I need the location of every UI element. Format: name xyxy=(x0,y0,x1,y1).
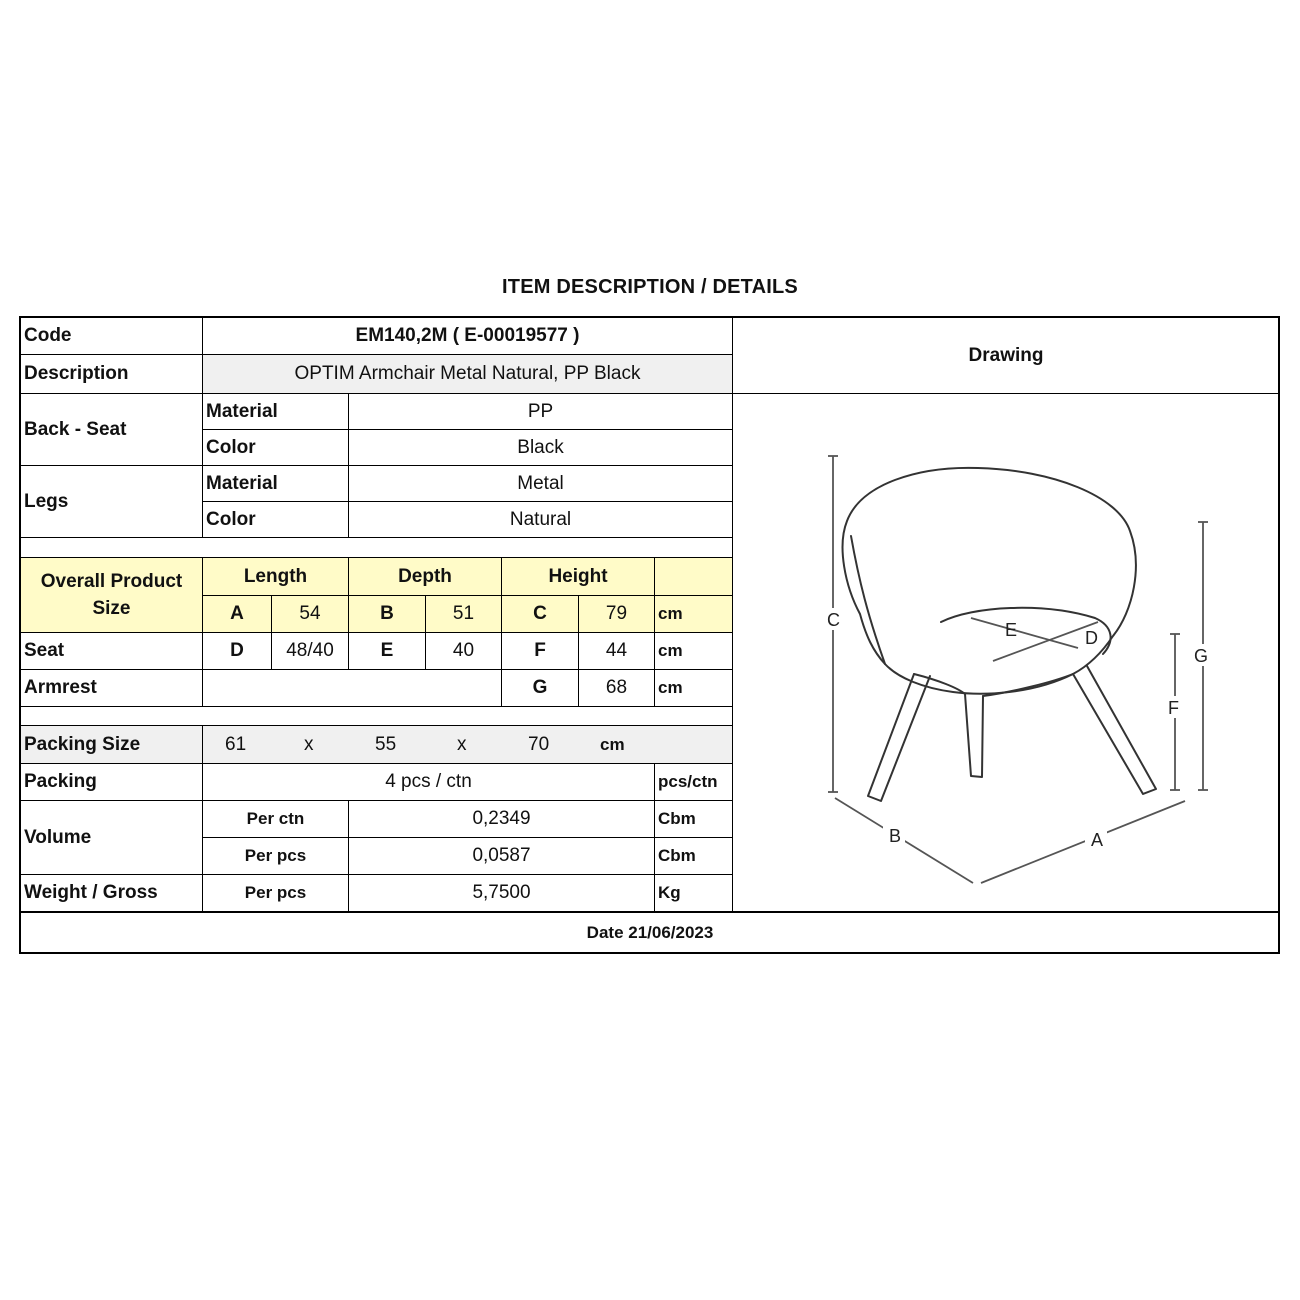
chair-shell xyxy=(843,468,1136,694)
back-seat-color-label: Color xyxy=(203,430,349,466)
spacer-row-2 xyxy=(21,707,733,726)
label-e: E xyxy=(1005,620,1018,640)
label-d: D xyxy=(1085,628,1098,648)
dim-a-value: 54 xyxy=(272,596,349,633)
dim-c-value: 79 xyxy=(579,596,655,633)
packing-width: 55 xyxy=(375,733,397,755)
dim-e-letter: E xyxy=(349,633,426,670)
back-seat-label: Back - Seat xyxy=(21,394,203,466)
description-value: OPTIM Armchair Metal Natural, PP Black xyxy=(203,355,733,394)
packing-size-unit: cm xyxy=(600,734,625,754)
dim-b-letter: B xyxy=(349,596,426,633)
packing-value: 4 pcs / ctn xyxy=(203,764,655,801)
packing-size-label: Packing Size xyxy=(21,726,203,764)
chair-leg-back xyxy=(965,694,983,777)
back-seat-material-label: Material xyxy=(203,394,349,430)
chair-leg-left-front xyxy=(868,674,930,801)
weight-per-pcs-label: Per pcs xyxy=(203,875,349,912)
chair-drawing xyxy=(733,396,1279,911)
label-b: B xyxy=(889,826,902,846)
armrest-label: Armrest xyxy=(21,670,203,707)
page-title: ITEM DESCRIPTION / DETAILS xyxy=(502,276,798,298)
date-footer: Date 21/06/2023 xyxy=(21,912,1279,953)
drawing-header: Drawing xyxy=(733,318,1279,394)
volume-per-ctn-unit: Cbm xyxy=(655,801,733,838)
description-label: Description xyxy=(21,355,203,394)
legs-label: Legs xyxy=(21,466,203,538)
dim-f-letter: F xyxy=(502,633,579,670)
packing-unit: pcs/ctn xyxy=(655,764,733,801)
dim-a-line xyxy=(981,801,1185,883)
spec-sheet xyxy=(19,316,1280,954)
packing-x2: x xyxy=(457,733,467,755)
dim-d-letter: D xyxy=(203,633,272,670)
overall-size-label: Overall Product Size xyxy=(21,558,203,633)
code-label: Code xyxy=(21,318,203,355)
dim-e-line xyxy=(971,618,1078,648)
seat-unit: cm xyxy=(655,633,733,670)
label-f: F xyxy=(1168,698,1179,718)
seat-label: Seat xyxy=(21,633,203,670)
packing-x1: x xyxy=(304,733,314,755)
dim-b-value: 51 xyxy=(426,596,502,633)
legs-color-label: Color xyxy=(203,502,349,538)
size-unit: cm xyxy=(655,596,733,633)
weight-unit: Kg xyxy=(655,875,733,912)
dim-g-value: 68 xyxy=(579,670,655,707)
label-c: C xyxy=(827,610,840,630)
volume-per-ctn-label: Per ctn xyxy=(203,801,349,838)
weight-label: Weight / Gross xyxy=(21,875,203,912)
chair-shell-edge xyxy=(851,536,885,664)
volume-per-pcs-unit: Cbm xyxy=(655,838,733,875)
volume-per-ctn: 0,2349 xyxy=(349,801,655,838)
code-value: EM140,2M ( E-00019577 ) xyxy=(203,318,733,355)
volume-per-pcs: 0,0587 xyxy=(349,838,655,875)
spacer-row xyxy=(21,538,733,558)
dim-a-letter: A xyxy=(203,596,272,633)
dim-c-letter: C xyxy=(502,596,579,633)
dim-f-value: 44 xyxy=(579,633,655,670)
dim-e-value: 40 xyxy=(426,633,502,670)
packing-height: 70 xyxy=(528,733,550,755)
back-seat-material: PP xyxy=(349,394,733,430)
legs-material: Metal xyxy=(349,466,733,502)
chair-leg-right-front xyxy=(1073,666,1156,794)
volume-per-pcs-label: Per pcs xyxy=(203,838,349,875)
armrest-unit: cm xyxy=(655,670,733,707)
height-header: Height xyxy=(502,558,655,596)
label-a: A xyxy=(1091,830,1104,850)
length-header: Length xyxy=(203,558,349,596)
armrest-empty xyxy=(203,670,502,707)
dim-g-letter: G xyxy=(502,670,579,707)
unit-header-empty xyxy=(655,558,733,596)
volume-label: Volume xyxy=(21,801,203,875)
legs-color: Natural xyxy=(349,502,733,538)
weight-value: 5,7500 xyxy=(349,875,655,912)
depth-header: Depth xyxy=(349,558,502,596)
packing-length: 61 xyxy=(225,733,247,755)
chair-leg-frame xyxy=(914,674,965,694)
dim-d-value: 48/40 xyxy=(272,633,349,670)
label-g: G xyxy=(1194,646,1209,666)
legs-material-label: Material xyxy=(203,466,349,502)
back-seat-color: Black xyxy=(349,430,733,466)
packing-label: Packing xyxy=(21,764,203,801)
packing-size-row xyxy=(203,726,733,764)
